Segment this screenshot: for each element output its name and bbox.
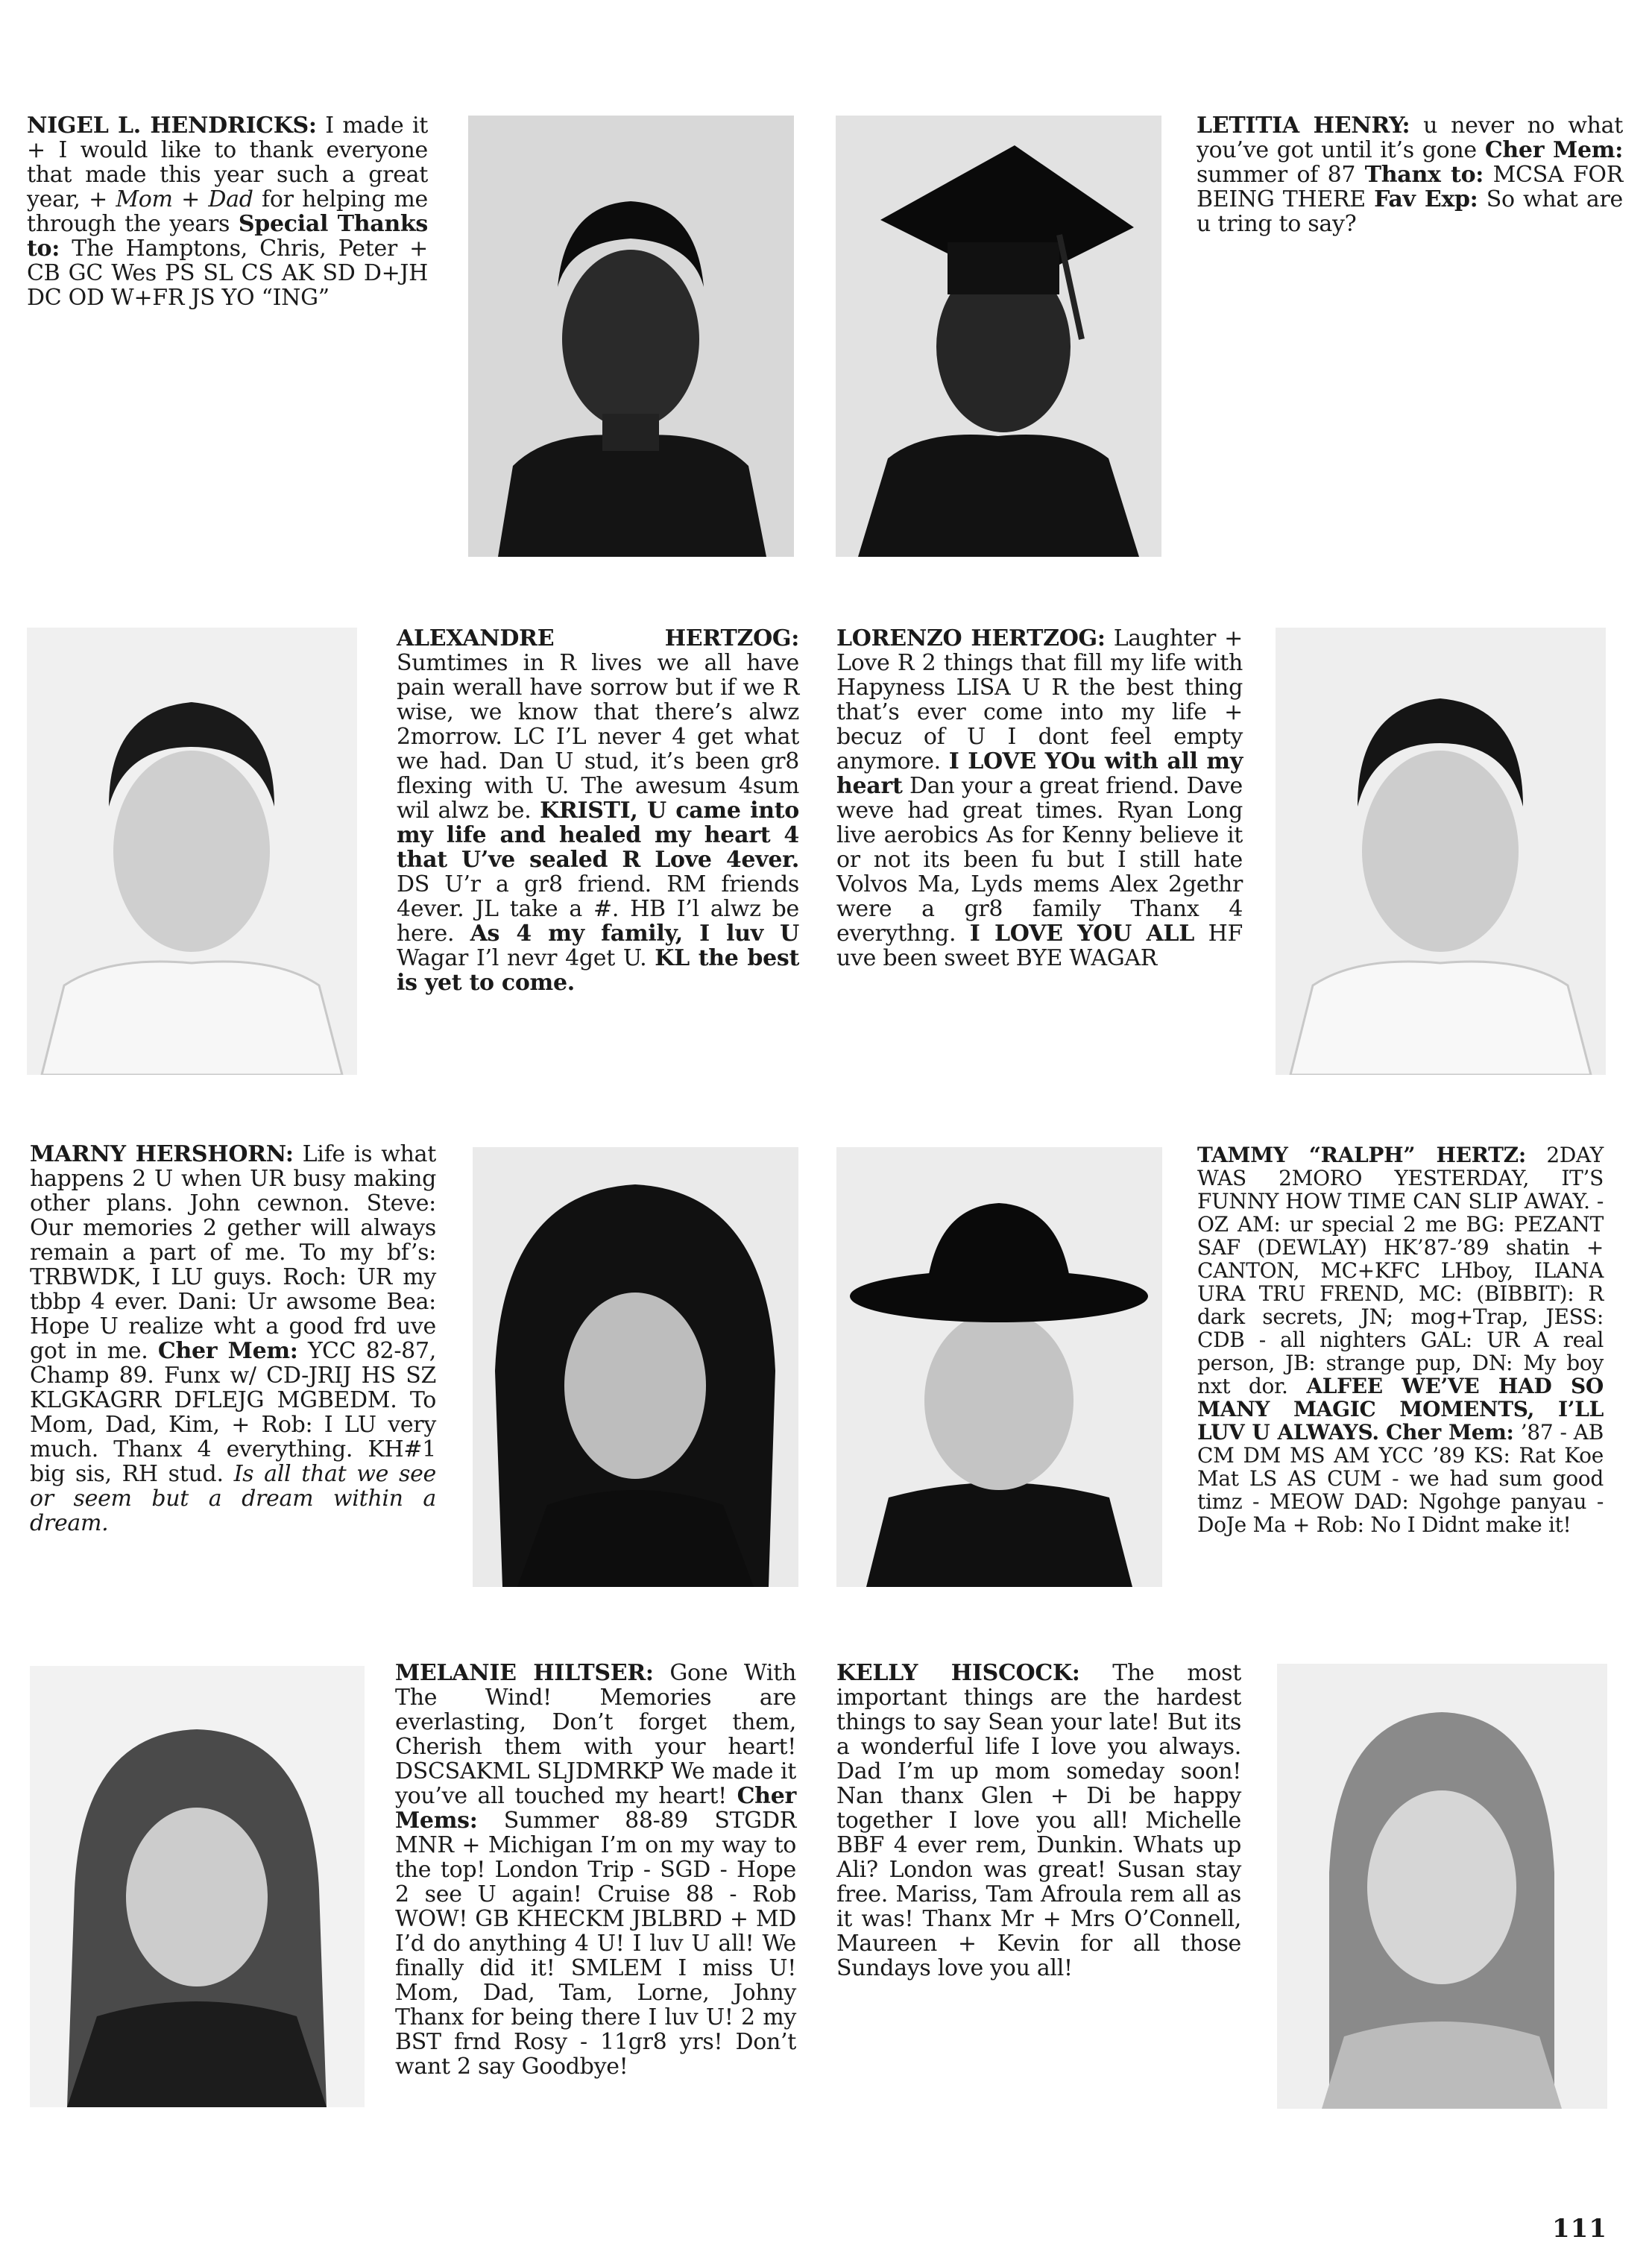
- entry-segment: Mom: [116, 186, 173, 212]
- entry-segment: I made it + I would like to thank everyone that made this year such a great year, +: [27, 113, 428, 212]
- entry-text: [1197, 113, 1623, 236]
- entry-segment: ALFEE WE’VE HAD SO MANY MAGIC MOMENTS, I’LL LUV U ALWAYS.: [1197, 1374, 1604, 1445]
- student-name: MELANIE HILTSER:: [395, 1660, 654, 1686]
- entry-segment: I LOVE YOU ALL: [969, 921, 1195, 947]
- entry-text: [836, 1661, 1241, 1981]
- portrait-photo: [836, 1147, 1162, 1587]
- entry-segment: Dan your a great friend. Dave weve had great times. Ryan Long live aerobics As for Kenny believe it or not its been fu but I still hate Volvos Ma, Lyds mems Alex 2gethr were a gr8 family Thanx 4 everythng.: [836, 773, 1243, 947]
- student-name: NIGEL L. HENDRICKS:: [27, 113, 317, 139]
- entry-text: [395, 1661, 796, 2079]
- student-name: LETITIA HENRY:: [1197, 113, 1410, 139]
- portrait-photo: [30, 1666, 365, 2107]
- entry-segment: for helping me through the years: [27, 186, 428, 237]
- entry-segment: Wagar I’l nevr 4get U.: [397, 945, 655, 971]
- entry-segment: DS U’r a gr8 friend. RM friends 4ever. JL take a #. HB I’l alwz be here.: [397, 871, 799, 947]
- entry-segment: Thanx to:: [1364, 162, 1484, 188]
- page-number: 111: [1552, 2214, 1607, 2244]
- entry-segment: The Hamptons, Chris, Peter + CB GC Wes PS SL CS AK SD D+JH DC OD W+FR JS YO “ING”: [27, 236, 428, 311]
- portrait-photo: [468, 116, 794, 557]
- portrait-photo: [1277, 1664, 1607, 2109]
- entry-segment: 2DAY WAS 2MORO YESTERDAY, IT’S FUNNY HOW TIME CAN SLIP AWAY. - OZ AM: ur special 2 me BG: PEZANT SAF (DEWLAY) HK’87-’89 shatin + CANTON, MC+KFC LHboy, ILANA URA TRU FREND, MC: (BIBBIT): R dark secrets, JN; mog+Trap, JESS: CDB - all nighters GAL: UR A real person, JB: strange pup, DN: My boy nxt dor.: [1197, 1143, 1604, 1398]
- entry-segment: YCC 82-87, Champ 89. Funx w/ CD-JRIJ HS SZ KLGKAGRR DFLEJG MGBEDM. To Mom, Dad, Kim, + Rob: I LU very much. Thanx 4 everything. KH#1 big sis, RH stud.: [30, 1338, 436, 1487]
- entry-segment: Gone With The Wind! Memories are everlasting, Don’t forget them, Cherish them with your heart! DSCSAKML SLJDMRKP We made it you’ve all touched my heart!: [395, 1660, 796, 1809]
- portrait-photo: [473, 1147, 798, 1587]
- entry-segment: Summer 88-89 STGDR MNR + Michigan I’m on my way to the top! London Trip - SGD - Hope 2 see U again! Cruise 88 - Rob WOW! GB KHECKM JBLBRD + MD I’d do anything 4 U! I luv U all! We finally did it! SMLEM I miss U! Mom, Dad, Tam, Lorne, Johny Thanx for being there I luv U! 2 my BST frnd Rosy - 11gr8 yrs! Don’t want 2 say Goodbye!: [395, 1808, 796, 2080]
- entry-text: [30, 1142, 436, 1536]
- entry-segment: Dad: [208, 186, 253, 212]
- entry-segment: I LOVE YOu with all my heart: [836, 748, 1243, 799]
- entry-segment: Laughter + Love R 2 things that fill my life with Hapyness LISA U R the best thing that’s ever come into my life + becuz of U I dont feel empty anymore.: [836, 625, 1243, 774]
- entry-segment: Is all that we see or seem but a dream within a dream.: [30, 1461, 436, 1536]
- student-name: TAMMY “RALPH” HERTZ:: [1197, 1143, 1526, 1167]
- entry-segment: Fav Exp:: [1374, 186, 1478, 212]
- entry-segment: Special Thanks to:: [27, 211, 428, 262]
- entry-text: [836, 626, 1243, 971]
- entry-segment: So what are u tring to say?: [1197, 186, 1624, 237]
- entry-segment: KL the best is yet to come.: [397, 945, 799, 996]
- portrait-photo: [1276, 628, 1606, 1075]
- entry-segment: +: [172, 186, 209, 212]
- entry-segment: KRISTI, U came into my life and healed my heart 4 that U’ve sealed R Love 4ever.: [397, 798, 799, 873]
- entry-segment: u never no what you’ve got until it’s gone: [1197, 113, 1624, 163]
- student-name: ALEXANDRE HERTZOG:: [397, 625, 799, 651]
- entry-segment: HF uve been sweet BYE WAGAR: [836, 921, 1243, 971]
- entry-segment: Life is what happens 2 U when UR busy making other plans. John cewnon. Steve: Our memories 2 gether will always remain a part of me. To my bf’s: TRBWDK, I LU guys. Roch: UR my tbbp 4 ever. Dani: Ur awsome Bea: Hope U realize wht a good frd uve got in me.: [30, 1141, 437, 1364]
- entry-text: [27, 113, 428, 310]
- entry-text: [397, 626, 799, 995]
- entry-segment: ’87 - AB CM DM MS AM YCC ’89 KS: Rat Koe Mat LS AS CUM - we had sum good timz - MEOW DAD: Ngohge panyau - DoJe Ma + Rob: No I Didnt make it!: [1197, 1420, 1604, 1537]
- student-name: LORENZO HERTZOG:: [836, 625, 1106, 651]
- entry-segment: The most important things are the hardest things to say Sean your late! But its a wonderful life I love you always. Dad I’m up mom someday soon! Nan thanx Glen + Di be happy together I love you all! Michelle BBF 4 ever rem, Dunkin. Whats up Ali? London was great! Susan stay free. Mariss, Tam Afroula rem all as it was! Thanx Mr + Mrs O’Connell, Maureen + Kevin for all those Sundays love you all!: [836, 1660, 1242, 1981]
- entry-segment: Sumtimes in R lives we all have pain werall have sorrow but if we R wise, we know that there’s alwz 2morrow. LC I’L never 4 get what we had. Dan U stud, it’s been gr8 flexing with U. The awesum 4sum wil alwz be.: [397, 650, 799, 824]
- entry-segment: [1379, 1420, 1386, 1445]
- entry-segment: Cher Mem:: [1484, 137, 1623, 163]
- portrait-photo: [27, 628, 357, 1075]
- entry-segment: summer of 87: [1197, 162, 1365, 188]
- entry-segment: As 4 my family, I luv U: [470, 921, 800, 947]
- entry-segment: MCSA FOR BEING THERE: [1197, 162, 1623, 212]
- entry-text: [1197, 1143, 1604, 1536]
- student-name: KELLY HISCOCK:: [836, 1660, 1080, 1686]
- student-name: MARNY HERSHORN:: [30, 1141, 294, 1167]
- entry-segment: Cher Mem:: [157, 1338, 298, 1364]
- entry-segment: Cher Mem:: [1386, 1420, 1514, 1445]
- entry-segment: Cher Mems:: [395, 1783, 796, 1834]
- portrait-photo: [836, 116, 1161, 557]
